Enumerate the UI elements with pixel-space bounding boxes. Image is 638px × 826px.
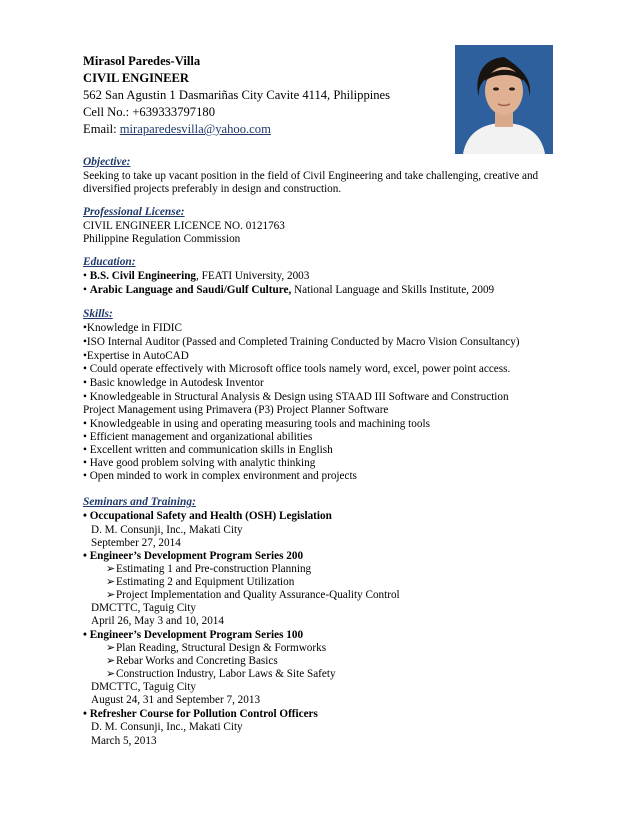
skills-heading: Skills: [83, 308, 113, 320]
training-title: • Refresher Course for Pollution Control Officers [83, 708, 318, 720]
training-subtopic [106, 563, 311, 576]
arrow-bullet-icon: ➢ [106, 655, 116, 667]
skill-item: •Expertise in AutoCAD [83, 350, 189, 362]
skill-item: • Have good problem solving with analytic thinking [83, 457, 316, 469]
training-subtopic [106, 589, 400, 602]
skill-item: •ISO Internal Auditor (Passed and Completed Training Conducted by Macro Vision Consultancy) [83, 336, 520, 348]
profile-photo [455, 45, 553, 154]
seminars-heading: Seminars and Training: [83, 496, 196, 508]
bullet: • [83, 270, 90, 282]
objective-heading: Objective: [83, 156, 131, 168]
school: , FEATI University, 2003 [196, 270, 310, 282]
skill-item: • Knowledgeable in using and operating measuring tools and machining tools [83, 418, 430, 430]
skill-item: • Open minded to work in complex environment and projects [83, 470, 357, 482]
education-heading: Education: [83, 256, 136, 268]
training-date: April 26, May 3 and 10, 2014 [91, 615, 224, 627]
training-subtopic [106, 576, 294, 589]
arrow-bullet-icon: ➢ [106, 642, 116, 654]
training-date: August 24, 31 and September 7, 2013 [91, 694, 261, 706]
license-heading: Professional License: [83, 206, 185, 218]
objective-line-2: diversified projects preferably in design and construction. [83, 183, 342, 195]
email-link[interactable]: miraparedesvilla@yahoo.com [119, 122, 271, 136]
degree: B.S. Civil Engineering [89, 270, 197, 282]
arrow-bullet-icon: ➢ [106, 668, 116, 680]
training-title: • Engineer’s Development Program Series 200 [83, 550, 304, 562]
applicant-name: Mirasol Paredes-Villa [83, 54, 201, 68]
training-subtopic [106, 642, 326, 655]
skill-item: • Excellent written and communication skills in English [83, 444, 333, 456]
email-label: Email: [83, 122, 120, 136]
subtopic-text: Estimating 2 and Equipment Utilization [116, 576, 295, 588]
objective-line-1: Seeking to take up vacant position in the field of Civil Engineering and take challenging, creative and [83, 170, 539, 182]
arrow-bullet-icon: ➢ [106, 576, 116, 588]
training-subtopic [106, 655, 278, 668]
email-line [83, 121, 271, 137]
license-authority: Philippine Regulation Commission [83, 233, 241, 245]
license-number: CIVIL ENGINEER LICENCE NO. 0121763 [83, 220, 285, 232]
education-item [83, 284, 494, 297]
subtopic-text: Project Implementation and Quality Assurance-Quality Control [116, 589, 400, 601]
job-title: CIVIL ENGINEER [83, 71, 190, 85]
skill-item-continued: Project Management using Primavera (P3) Project Planner Software [83, 404, 389, 416]
portrait-image [455, 45, 553, 154]
training-title: • Occupational Safety and Health (OSH) Legislation [83, 510, 332, 522]
institute: National Language and Skills Institute, 2009 [291, 284, 495, 296]
skill-item: • Could operate effectively with Microsoft office tools namely word, excel, power point access. [83, 363, 511, 375]
course: Arabic Language and Saudi/Gulf Culture, [89, 284, 292, 296]
bullet: • [83, 284, 90, 296]
training-date: September 27, 2014 [91, 537, 181, 549]
training-subtopic [106, 668, 336, 681]
address: 562 San Agustin 1 Dasmariñas City Cavite 4114, Philippines [83, 88, 391, 102]
skill-item: •Knowledge in FIDIC [83, 322, 182, 334]
training-date: March 5, 2013 [91, 735, 157, 747]
training-organizer: D. M. Consunji, Inc., Makati City [91, 524, 243, 536]
training-organizer: DMCTTC, Taguig City [91, 681, 196, 693]
arrow-bullet-icon: ➢ [106, 589, 116, 601]
subtopic-text: Construction Industry, Labor Laws & Site Safety [116, 668, 336, 680]
skill-item: • Basic knowledge in Autodesk Inventor [83, 377, 264, 389]
education-item [83, 270, 309, 283]
arrow-bullet-icon: ➢ [106, 563, 116, 575]
subtopic-text: Plan Reading, Structural Design & Formworks [116, 642, 327, 654]
skill-item: • Efficient management and organizational abilities [83, 431, 313, 443]
training-title: • Engineer’s Development Program Series 100 [83, 629, 304, 641]
training-organizer: D. M. Consunji, Inc., Makati City [91, 721, 243, 733]
subtopic-text: Estimating 1 and Pre-construction Planning [116, 563, 312, 575]
cell-number: Cell No.: +639333797180 [83, 105, 215, 119]
subtopic-text: Rebar Works and Concreting Basics [116, 655, 278, 667]
skill-item: • Knowledgeable in Structural Analysis & Design using STAAD III Software and Construction [83, 391, 509, 403]
training-organizer: DMCTTC, Taguig City [91, 602, 196, 614]
